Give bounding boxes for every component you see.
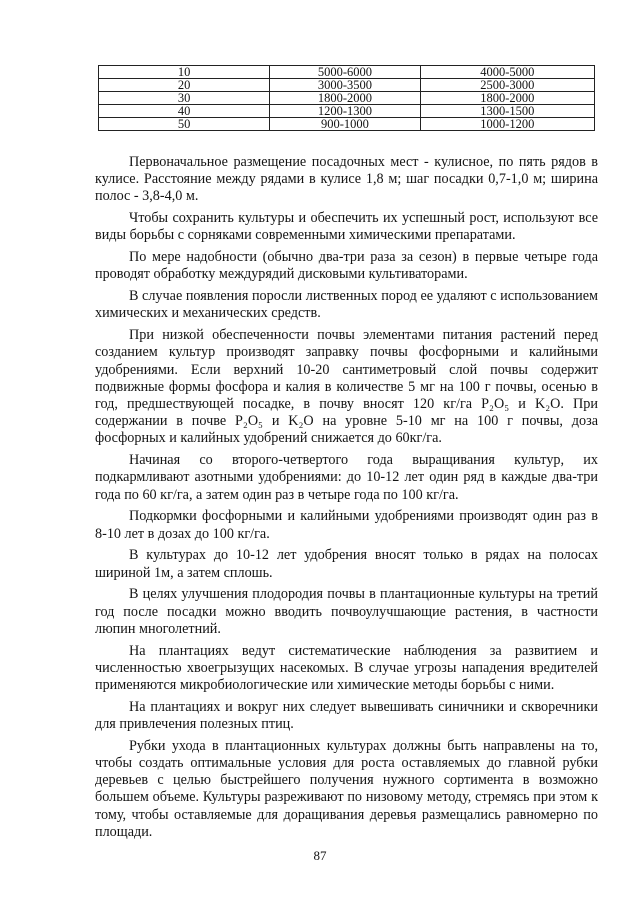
table-row: [99, 79, 595, 92]
table-cell-value-2: 1000-1200: [420, 118, 594, 131]
table-cell-age: 30: [99, 92, 270, 105]
paragraph-deciduous-removal: В случае появления поросли лиственных пород ее удаляют с использованием химических и механических средств.: [95, 288, 598, 322]
table-cell-age: 10: [99, 66, 270, 79]
paragraph-soil-improvers: В целях улучшения плодородия почвы в плантационные культуры на третий год после посадки можно вводить почвоулучшающие растения, в частности люпин многолетний.: [95, 586, 598, 637]
table-cell-value-2: 1300-1500: [420, 105, 594, 118]
paragraph-row-cultivation: По мере надобности (обычно два-три раза за сезон) в первые четыре года проводят обработку междурядий дисковыми культиваторами.: [95, 249, 598, 283]
table-cell-value-1: 5000-6000: [270, 66, 420, 79]
paragraph-fertilizer-strips: В культурах до 10-12 лет удобрения вносят только в рядах на полосах шириной 1м, а затем сплошь.: [95, 547, 598, 581]
page-number: 87: [313, 848, 327, 863]
data-table: [98, 65, 595, 131]
table-cell-value-2: 4000-5000: [420, 66, 594, 79]
paragraph-thinning: Рубки ухода в плантационных культурах должны быть направлены на то, чтобы создать оптимальные условия для роста оставляемых до главной рубки деревьев с целью быстрейшего получения нужного сортимента в возможно большем объеме. Культуры разреживают по низовому методу, стремясь при этом к тому, чтобы оставляемые для доращивания деревья размещались равномерно по площади.: [95, 737, 598, 840]
table-cell-age: 40: [99, 105, 270, 118]
table-row: [99, 105, 595, 118]
data-table-body: [99, 66, 595, 131]
table-cell-value-1: 900-1000: [270, 118, 420, 131]
table-cell-value-2: 2500-3000: [420, 79, 594, 92]
paragraph-initial-placement: Первоначальное размещение посадочных мест - кулисное, по пять рядов в кулисе. Расстояние между рядами в кулисе 1,8 м; шаг посадки 0,7-1,0 м; ширина полос - 3,8-4,0 м.: [95, 154, 598, 205]
table-cell-age: 20: [99, 79, 270, 92]
table-cell-value-2: 1800-2000: [420, 92, 594, 105]
table-row: [99, 92, 595, 105]
table-row: [99, 118, 595, 131]
paragraph-pest-monitoring: На плантациях ведут систематические наблюдения за развитием и численностью хвоегрызущих насекомых. В случае угрозы нападения вредителей применяются микробиологические или химические методы борьбы с ними.: [95, 642, 598, 694]
paragraph-nitrogen-feeding: Начиная со второго-четвертого года выращивания культур, их подкармливают азотными удобрениями: до 10-12 лет один ряд в каждые два-три года по 60 кг/га, а затем один раз в четыре года по 100 кг/га.: [95, 452, 598, 503]
table-cell-value-1: 1200-1300: [270, 105, 420, 118]
table-row: [99, 66, 595, 79]
table-cell-age: 50: [99, 118, 270, 131]
paragraph-birdhouses: На плантациях и вокруг них следует вывешивать синичники и скворечники для привлечения полезных птиц.: [95, 698, 598, 733]
paragraph-weed-control: Чтобы сохранить культуры и обеспечить их успешный рост, используют все виды борьбы с сорняками современными химическими препаратами.: [95, 210, 598, 244]
table-cell-value-1: 3000-3500: [270, 79, 420, 92]
paragraph-phosphorus-potassium: Подкормки фосфорными и калийными удобрениями производят один раз в 8-10 лет в дозах до 100 кг/га.: [95, 508, 598, 542]
body-text: [95, 154, 598, 846]
paragraph-soil-fertilizing: При низкой обеспеченности почвы элементами питания растений перед созданием культур производят заправку почвы фосфорными и калийными удобрениями. Если верхний 10-20 сантиметровый слой почвы содержит подвижные формы фосфора и калия в количестве 5 мг на 100 г почвы, осенью в год, предшествующей посадке, в почву вносят 120 кг/га P₂O₅ и K₂O. При содержании в почве P₂O₅ и K₂O на уровне 5-10 мг на 100 г почвы, доза фосфорных и калийных удобрений снижается до 60кг/га.: [95, 327, 598, 447]
table-cell-value-1: 1800-2000: [270, 92, 420, 105]
